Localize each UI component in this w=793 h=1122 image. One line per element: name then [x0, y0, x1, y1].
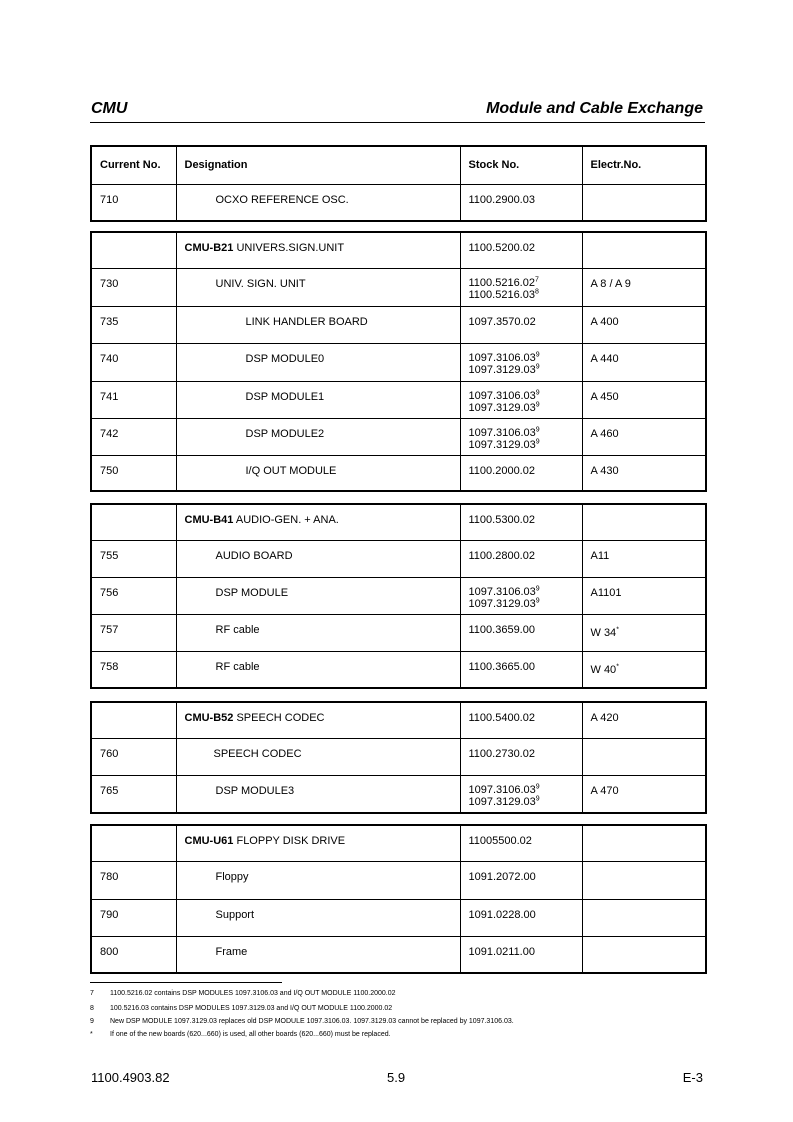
stock-value: 1091.2072.00	[468, 870, 536, 883]
current-no: 780	[100, 870, 119, 883]
footnote-ref: 9	[535, 425, 540, 433]
electr-value: A11	[590, 549, 610, 562]
stock-value: 1097.3129.03	[468, 795, 536, 808]
current-no: 757	[100, 623, 119, 636]
stock-line	[469, 194, 582, 206]
table-row	[91, 738, 706, 775]
current-no: 755	[100, 549, 119, 562]
rows	[91, 184, 706, 221]
column-header-row	[91, 146, 706, 184]
stock-no	[469, 862, 582, 883]
designation: RF cable	[215, 623, 260, 636]
table-row	[91, 861, 706, 899]
block-electr	[591, 505, 706, 514]
header-right: Module and Cable Exchange	[486, 100, 703, 117]
table-row	[91, 899, 706, 936]
stock-line	[469, 624, 582, 636]
stock-value: 1097.3129.03	[468, 438, 536, 451]
stock-no	[469, 776, 582, 808]
designation: DSP MODULE0	[245, 352, 325, 365]
electr-no	[591, 382, 706, 403]
footnote-mark: *	[90, 1031, 93, 1038]
electr-no	[591, 185, 706, 194]
rows	[91, 738, 706, 813]
col-header-designation: Designation	[176, 146, 460, 184]
footnote-ref: 9	[535, 362, 540, 370]
block-code: CMU-B52	[184, 712, 234, 724]
designation: Frame	[215, 945, 248, 958]
stock-line	[469, 352, 582, 364]
block-head-row	[91, 825, 706, 861]
designation: RF cable	[215, 660, 260, 673]
electr-value: A 440	[590, 352, 619, 365]
footnote-mark: 9	[90, 1018, 94, 1025]
footnote-rule	[90, 982, 282, 983]
footnote-ref: 9	[535, 584, 540, 592]
block-electr	[591, 233, 706, 242]
current-no: 765	[100, 784, 119, 797]
electr-value: A 450	[590, 390, 619, 403]
stock-no	[469, 419, 582, 451]
footnote-ref: 9	[535, 794, 540, 802]
stock-value: 1097.3129.03	[468, 597, 536, 610]
stock-no	[469, 185, 582, 206]
footnote	[90, 1005, 392, 1012]
table-row	[91, 577, 706, 614]
stock-line	[469, 390, 582, 402]
stock-line	[469, 871, 582, 883]
stock-value: 1100.5216.02	[468, 276, 535, 289]
footnote	[90, 990, 396, 997]
footer-doc-number: 1100.4903.82	[91, 1070, 170, 1085]
stock-value: 1100.2800.02	[468, 549, 535, 562]
stock-no	[469, 615, 582, 636]
col-header-stock-no: Stock No.	[460, 146, 582, 184]
stock-line	[469, 550, 582, 562]
current-no: 730	[100, 277, 119, 290]
block-stock: 1100.5400.02	[468, 712, 535, 724]
block-code: CMU-U61	[184, 835, 234, 847]
stock-line	[469, 784, 582, 796]
rows	[91, 861, 706, 973]
footnote-ref: 9	[535, 350, 540, 358]
current-no: 756	[100, 586, 119, 599]
table-row	[91, 614, 706, 651]
current-no: 710	[100, 193, 119, 206]
electr-no	[591, 739, 706, 748]
electr-no	[591, 652, 706, 676]
header-left: CMU	[91, 100, 128, 117]
table-row	[91, 268, 706, 306]
footer-page: E-3	[682, 1070, 703, 1085]
electr-no	[591, 615, 706, 639]
footnote-ref: 7	[534, 275, 539, 283]
block-head-row	[91, 702, 706, 738]
electr-value: A1101	[590, 586, 622, 599]
electr-value: A 470	[590, 784, 619, 797]
designation: Support	[215, 908, 255, 921]
electr-no	[591, 419, 706, 440]
electr-value: A 460	[590, 427, 619, 440]
table-row	[91, 381, 706, 418]
footnote	[90, 1031, 391, 1038]
stock-value: 1097.3106.03	[468, 351, 536, 364]
electr-no	[591, 541, 706, 562]
block-head-row	[91, 232, 706, 268]
stock-no	[469, 739, 582, 760]
stock-line	[469, 598, 582, 610]
stock-value: 1091.0211.00	[468, 945, 535, 958]
stock-no	[469, 541, 582, 562]
block-title: AUDIO-GEN. + ANA.	[235, 514, 339, 526]
footnote-ref: 9	[535, 782, 540, 790]
stock-line	[469, 277, 582, 289]
current-no: 790	[100, 908, 119, 921]
footnote-ref: 8	[534, 287, 539, 295]
stock-line	[469, 427, 582, 439]
electr-no	[591, 900, 706, 909]
table-row	[91, 540, 706, 577]
stock-value: 1097.3129.03	[468, 401, 536, 414]
table-row	[91, 936, 706, 973]
electr-no	[591, 578, 706, 599]
stock-no	[469, 652, 582, 673]
designation: UNIV. SIGN. UNIT	[215, 277, 306, 290]
electr-value: A 8 / A 9	[590, 277, 631, 290]
electr-value: W 40	[590, 663, 617, 676]
stock-value: 1097.3129.03	[468, 363, 536, 376]
stock-value: 1097.3106.03	[468, 585, 536, 598]
table-row	[91, 306, 706, 343]
designation: Floppy	[215, 870, 249, 883]
stock-value: 1091.0228.00	[468, 908, 536, 921]
current-no: 742	[100, 427, 119, 440]
stock-line	[469, 316, 582, 328]
block-code: CMU-B41	[184, 514, 234, 526]
designation: I/Q OUT MODULE	[245, 464, 337, 477]
electr-value: W 34	[590, 626, 617, 639]
table-row	[91, 184, 706, 221]
stock-no	[469, 269, 582, 301]
footnote-ref: *	[616, 662, 619, 670]
stock-line	[469, 402, 582, 414]
block-electr: A 420	[590, 712, 619, 724]
table-block-b41	[90, 503, 707, 689]
block-title: SPEECH CODEC	[236, 712, 325, 724]
current-no: 800	[100, 945, 119, 958]
stock-line	[469, 661, 582, 673]
stock-no	[469, 900, 582, 921]
footnote-ref: 9	[535, 437, 540, 445]
block-head-row	[91, 504, 706, 540]
stock-value: 1097.3106.03	[468, 426, 536, 439]
stock-value: 1097.3106.03	[468, 783, 536, 796]
stock-value: 1100.2900.03	[468, 193, 535, 206]
stock-no	[469, 382, 582, 414]
table-block-b52	[90, 701, 707, 814]
block-stock: 1100.5300.02	[468, 514, 535, 526]
col-header-electr-no: Electr.No.	[582, 146, 706, 184]
stock-no	[469, 344, 582, 376]
footnote-text: If one of the new boards (620...660) is used, all other boards (620...660) must be replaced.	[110, 1031, 391, 1038]
block-title: FLOPPY DISK DRIVE	[236, 835, 346, 847]
stock-line	[469, 748, 582, 760]
stock-no	[469, 937, 582, 958]
designation: DSP MODULE2	[245, 427, 325, 440]
designation: DSP MODULE	[215, 586, 289, 599]
header-rule	[90, 122, 705, 123]
table-row	[91, 455, 706, 491]
designation: OCXO REFERENCE OSC.	[215, 193, 349, 206]
footer-version: 5.9	[387, 1070, 406, 1085]
stock-value: 1100.2000.02	[468, 464, 535, 477]
electr-value: A 430	[590, 464, 619, 477]
footnote-mark: 8	[90, 1005, 94, 1012]
footnote-ref: 9	[535, 596, 540, 604]
stock-line	[469, 796, 582, 808]
table-row	[91, 651, 706, 688]
block-stock: 11005500.02	[468, 835, 532, 847]
footnote-text: New DSP MODULE 1097.3129.03 replaces old DSP MODULE 1097.3106.03. 1097.3129.03 cannot be replaced by 1097.3106.03.	[110, 1018, 514, 1025]
col-header-current-no: Current No.	[91, 146, 176, 184]
stock-line	[469, 439, 582, 451]
rows	[91, 540, 706, 688]
footnote-mark: 7	[90, 990, 94, 997]
table-block-u61	[90, 824, 707, 974]
block-stock: 1100.5200.02	[468, 242, 535, 254]
current-no: 750	[100, 464, 119, 477]
stock-value: 1100.3659.00	[468, 623, 535, 636]
footnote-text: 1100.5216.02 contains DSP MODULES 1097.3106.03 and I/Q OUT MODULE 1100.2000.02	[110, 990, 396, 997]
table-row	[91, 775, 706, 813]
stock-value: 1100.2730.02	[468, 747, 535, 760]
table-block-general	[90, 145, 707, 222]
designation: SPEECH CODEC	[213, 747, 302, 760]
electr-no	[591, 269, 706, 290]
block-title: UNIVERS.SIGN.UNIT	[236, 242, 345, 254]
current-no: 741	[100, 390, 119, 403]
footnote-ref: 9	[535, 400, 540, 408]
electr-value: A 400	[590, 315, 619, 328]
table-row	[91, 418, 706, 455]
stock-line	[469, 946, 582, 958]
stock-line	[469, 289, 582, 301]
current-no: 735	[100, 315, 119, 328]
footnote-ref: 9	[535, 388, 540, 396]
current-no: 758	[100, 660, 119, 673]
stock-value: 1097.3570.02	[468, 315, 536, 328]
block-electr	[591, 826, 706, 835]
electr-no	[591, 862, 706, 871]
stock-no	[469, 307, 582, 328]
stock-value: 1097.3106.03	[468, 389, 536, 402]
designation: LINK HANDLER BOARD	[245, 315, 368, 328]
designation: AUDIO BOARD	[215, 549, 293, 562]
electr-no	[591, 776, 706, 797]
current-no: 760	[100, 747, 119, 760]
electr-no	[591, 307, 706, 328]
current-no: 740	[100, 352, 119, 365]
stock-value: 1100.3665.00	[468, 660, 535, 673]
designation: DSP MODULE3	[215, 784, 295, 797]
electr-no	[591, 937, 706, 946]
stock-line	[469, 465, 582, 477]
footnote-ref: *	[616, 625, 619, 633]
footnote	[90, 1018, 514, 1025]
block-code: CMU-B21	[184, 242, 234, 254]
stock-no	[469, 578, 582, 610]
table-block-b21	[90, 231, 707, 492]
stock-line	[469, 586, 582, 598]
rows	[91, 268, 706, 491]
stock-no	[469, 456, 582, 477]
stock-value: 1100.5216.03	[468, 288, 535, 301]
designation: DSP MODULE1	[245, 390, 325, 403]
footnote-text: 100.5216.03 contains DSP MODULES 1097.3129.03 and I/Q OUT MODULE 1100.2000.02	[110, 1005, 393, 1012]
table-row	[91, 343, 706, 381]
stock-line	[469, 909, 582, 921]
stock-line	[469, 364, 582, 376]
electr-no	[591, 344, 706, 365]
electr-no	[591, 456, 706, 477]
